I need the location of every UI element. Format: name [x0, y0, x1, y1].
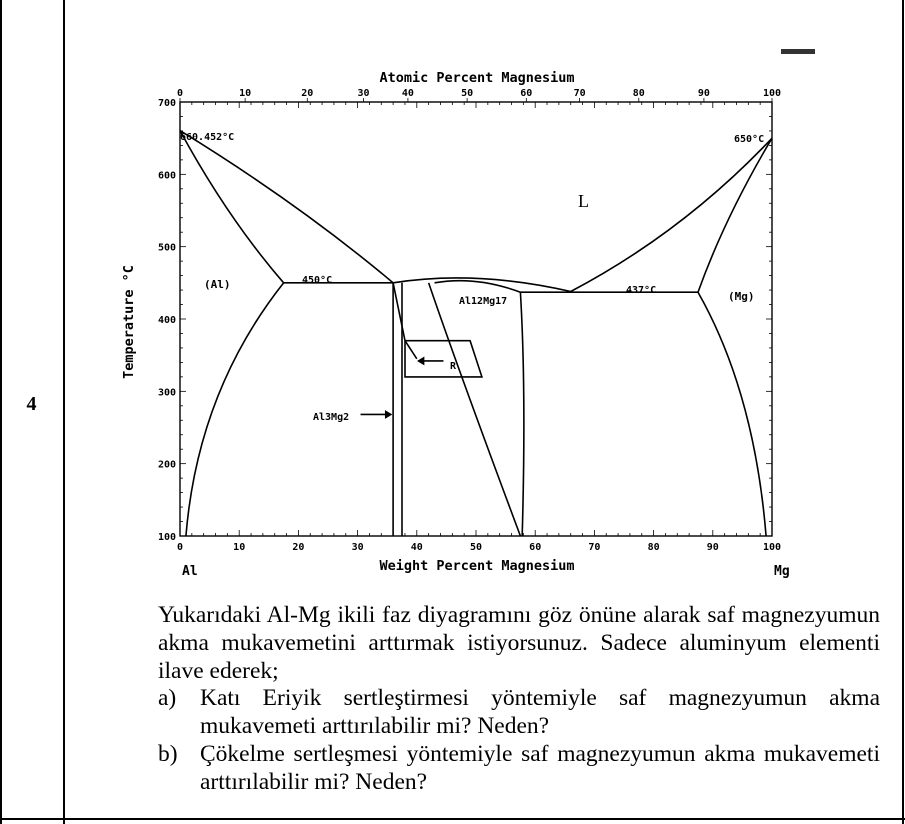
al3mg2-arrowhead [386, 411, 391, 417]
r-arrowhead [419, 358, 424, 364]
al-phase-label: (Al) [204, 278, 231, 291]
al12mg17-label: Al12Mg17 [459, 296, 508, 307]
at-tick-label: 60 [520, 88, 533, 99]
y-tick-label: 700 [157, 98, 176, 109]
question-item-a [158, 685, 880, 741]
al-element-label: Al [182, 564, 198, 579]
question-intro: Yukarıdaki Al-Mg ikili faz diyagramını göz önüne alarak saf magnezyumun akma mukavemetini arttırmak istiyorsunuz. Sadece aluminyum elementi ilave ederek; [158, 602, 880, 684]
at-tick-label: 90 [697, 88, 710, 99]
x-tick-label: 90 [706, 542, 719, 553]
table-border-right [902, 0, 904, 824]
question-number: 4 [26, 393, 37, 415]
at-tick-label: 100 [762, 88, 782, 99]
x-tick-label: 40 [410, 542, 423, 553]
x-tick-label: 100 [762, 542, 782, 553]
at-tick-label: 70 [573, 88, 586, 99]
item-label: a) [158, 685, 177, 712]
at-tick-label: 10 [239, 88, 252, 99]
dome-inner [435, 281, 521, 293]
solidus-al [180, 131, 284, 283]
x-tick-label: 0 [176, 542, 184, 553]
mg-element-label: Mg [774, 564, 790, 579]
liquid-label: L [578, 191, 589, 211]
mg-melting-label: 650°C [734, 134, 765, 145]
liquidus-right [571, 138, 772, 291]
eutectic-right-label: 437°C [626, 285, 657, 296]
r-phase-label: R [450, 361, 457, 372]
item-text: Çökelme sertleşmesi yöntemiyle saf magnezyumun akma mukavemeti arttırılabilir mi? Neden? [200, 740, 880, 795]
al12mg17-right-boundary [520, 292, 523, 536]
solvus-mg [698, 292, 766, 536]
x-tick-label: 60 [529, 542, 542, 553]
phase-diagram [112, 42, 812, 587]
x-tick-label: 70 [588, 542, 601, 553]
y-tick-label: 600 [157, 170, 176, 182]
y-tick-label: 200 [157, 459, 176, 471]
at-tick-label: 40 [401, 88, 414, 99]
y-tick-label: 100 [157, 532, 176, 543]
x-tick-label: 20 [292, 542, 305, 553]
question-text [158, 602, 880, 797]
y-tick-label: 500 [157, 242, 176, 254]
solvus-al [186, 283, 284, 536]
solidus-mg [698, 138, 772, 292]
item-text: Katı Eriyik sertleştirmesi yöntemiyle saf magnezyumun akma mukavemeti arttırılabilir mi? Neden? [200, 685, 880, 740]
x-tick-label: 30 [351, 542, 364, 553]
phase-boundaries [180, 131, 772, 536]
plot-frame [180, 102, 772, 536]
at-tick-label: 0 [176, 88, 184, 99]
at-tick-label: 20 [301, 88, 314, 99]
top-axis-title: Atomic Percent Magnesium [379, 70, 575, 86]
question-item-b [158, 741, 880, 797]
at-tick-label: 30 [357, 88, 370, 99]
at-tick-label: 50 [461, 88, 474, 99]
bottom-axis-title: Weight Percent Magnesium [379, 558, 575, 574]
eutectic-left-label: 450°C [302, 275, 333, 286]
table-divider [63, 0, 65, 824]
dome-top [393, 278, 571, 292]
axis-ticks [158, 88, 781, 553]
x-tick-label: 80 [647, 542, 660, 553]
y-axis-title: Temperature °C [121, 265, 137, 379]
mg-phase-label: (Mg) [728, 290, 755, 303]
liquidus-left [180, 131, 393, 283]
y-tick-label: 300 [157, 387, 176, 399]
al3mg2-label: Al3Mg2 [313, 412, 350, 423]
y-tick-label: 400 [157, 315, 176, 326]
item-label: b) [158, 740, 178, 767]
x-tick-label: 10 [233, 542, 246, 553]
diagram-frame [180, 102, 772, 536]
al12mg17-left-boundary [429, 283, 521, 536]
al-melting-label: 660.452°C [180, 132, 235, 143]
x-tick-label: 50 [469, 542, 483, 553]
at-tick-label: 80 [632, 88, 645, 99]
table-border-bottom [0, 818, 905, 820]
